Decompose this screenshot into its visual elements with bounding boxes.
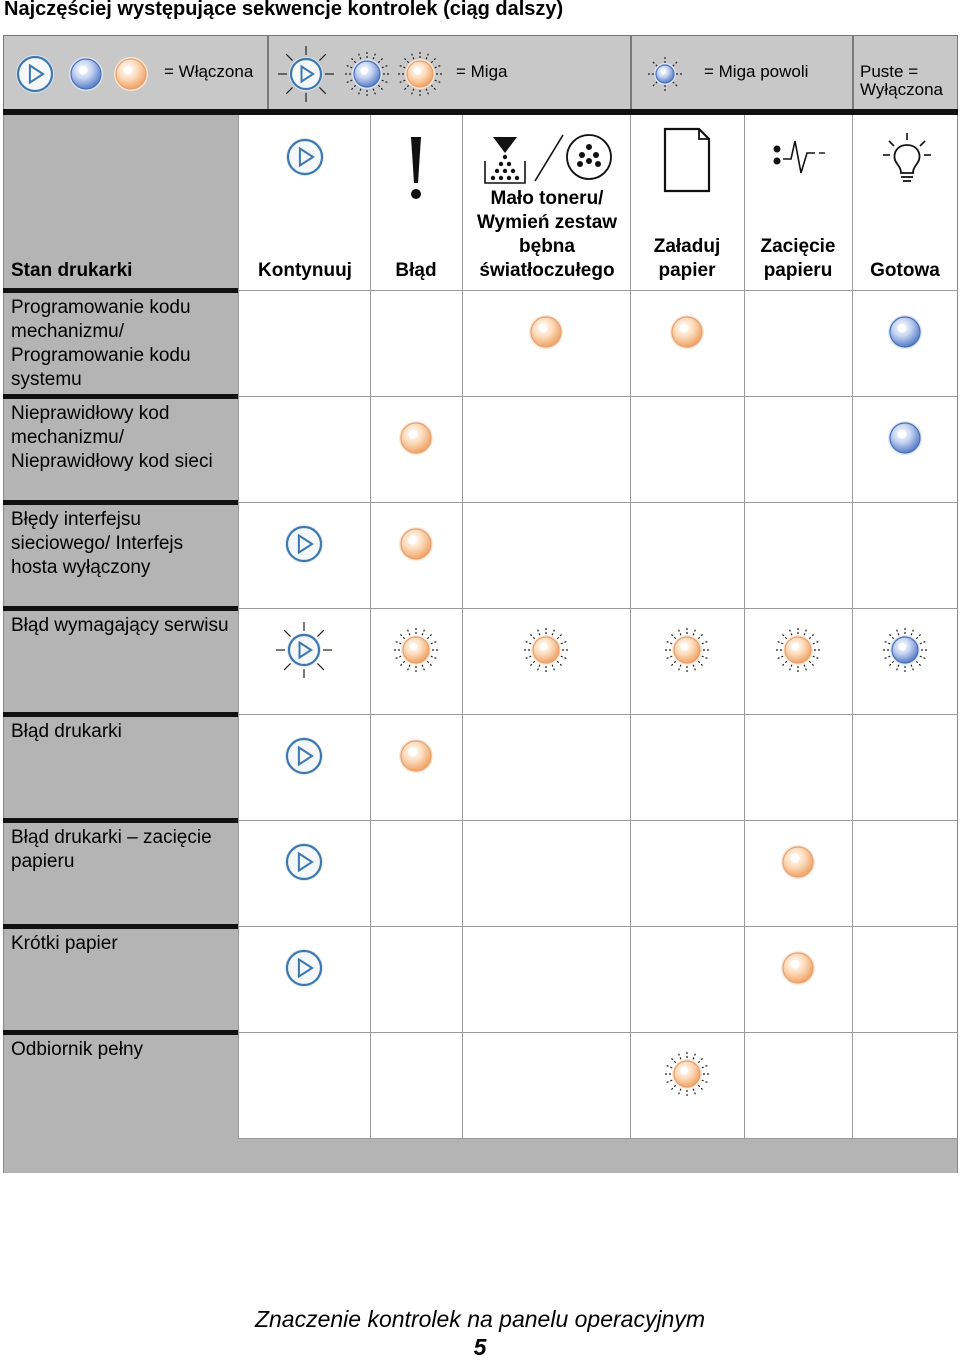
continue-light-blink-icon [274, 620, 334, 680]
legend-divider [852, 36, 854, 110]
row-label: Krótki papier [11, 933, 118, 954]
legend-divider [267, 36, 269, 110]
toner-light-blink-icon [516, 620, 576, 680]
ready-light-on-icon [875, 302, 935, 362]
column-header-toner: Mało toneru/ Wymień zestaw bębna światłoczułego [476, 188, 618, 281]
column-divider [238, 115, 239, 1139]
continue-light-on-icon [274, 938, 334, 998]
continue-light-on-icon [274, 726, 334, 786]
ready-light-blink-icon [875, 620, 935, 680]
load-paper-light-blink-icon [657, 620, 717, 680]
row-rule [3, 1030, 238, 1035]
row-divider [238, 608, 958, 609]
row-label: Błąd drukarki – zacięcie papieru [11, 827, 212, 872]
legend-blink-label: = Miga [456, 62, 508, 81]
table-bottom-band [3, 1139, 958, 1173]
row-rule [3, 818, 238, 823]
footer-page-number: 5 [473, 1334, 487, 1360]
ready-bulb-icon [879, 131, 935, 187]
continue-icon-blink [286, 54, 326, 94]
exclamation-icon [401, 133, 431, 205]
row-divider [238, 714, 958, 715]
paper-icon [661, 125, 713, 195]
blue-light-on-icon [66, 54, 106, 94]
row-label: Błędy interfejsu sieciowego/ Interfejs hosta wyłączony [11, 509, 184, 578]
legend-slow-blink-label: = Miga powoli [704, 62, 809, 81]
row-label: Programowanie kodu mechanizmu/ Programowanie kodu systemu [11, 297, 191, 390]
orange-light-blink-icon [400, 54, 440, 94]
header-row-divider [238, 290, 958, 291]
paper-jam-light-blink-icon [768, 620, 828, 680]
column-divider [744, 115, 745, 1139]
row-divider [238, 1138, 958, 1139]
continue-light-on-icon [274, 514, 334, 574]
column-header-state: Stan drukarki [11, 260, 133, 281]
legend-bar [3, 35, 958, 111]
continue-icon [283, 135, 327, 179]
table-border [3, 115, 4, 1173]
header-row-rule [3, 288, 238, 293]
row-divider [238, 396, 958, 397]
row-divider [238, 820, 958, 821]
row-rule [3, 924, 238, 929]
table-border [957, 115, 958, 1173]
continue-icon-on [15, 54, 55, 94]
column-header-ready: Gotowa [870, 260, 940, 281]
row-rule [3, 394, 238, 399]
column-header-load-paper: Załaduj papier [653, 236, 721, 281]
load-paper-light-blink-icon [657, 1044, 717, 1104]
paper-jam-light-on-icon [768, 832, 828, 892]
ready-light-on-icon [875, 408, 935, 468]
row-label: Odbiornik pełny [11, 1039, 144, 1060]
column-divider [370, 115, 371, 1139]
paper-jam-light-on-icon [768, 938, 828, 998]
orange-light-on-icon [111, 54, 151, 94]
paper-jam-icon [769, 135, 829, 179]
row-rule [3, 606, 238, 611]
legend-divider [630, 36, 632, 110]
row-label: Błąd wymagający serwisu [11, 615, 229, 636]
row-label: Błąd drukarki [11, 721, 122, 742]
column-divider [462, 115, 463, 1139]
column-header-continue: Kontynuuj [258, 260, 352, 281]
row-rule [3, 500, 238, 505]
legend-off-label: Puste = Wyłączona [860, 62, 943, 99]
error-light-on-icon [386, 726, 446, 786]
row-label: Nieprawidłowy kod mechanizmu/ Nieprawidłowy kod sieci [11, 403, 213, 472]
error-light-blink-icon [386, 620, 446, 680]
row-divider [238, 926, 958, 927]
load-paper-light-on-icon [657, 302, 717, 362]
column-header-error: Błąd [395, 260, 437, 281]
row-divider [238, 1032, 958, 1033]
column-header-paper-jam: Zacięcie papieru [760, 236, 836, 281]
column-divider [630, 115, 631, 1139]
toner-drum-icon [479, 131, 619, 187]
continue-light-on-icon [274, 832, 334, 892]
row-rule [3, 712, 238, 717]
error-light-on-icon [386, 408, 446, 468]
blue-light-slow-blink-icon [649, 58, 681, 90]
legend-on-label: = Włączona [164, 62, 254, 81]
page-title: Najczęściej występujące sekwencje kontrolek (ciąg dalszy) [4, 0, 564, 20]
status-table [3, 115, 958, 1173]
toner-light-on-icon [516, 302, 576, 362]
row-divider [238, 502, 958, 503]
error-light-on-icon [386, 514, 446, 574]
footer-section-title: Znaczenie kontrolek na panelu operacyjnym [254, 1306, 706, 1332]
blue-light-blink-icon [347, 54, 387, 94]
column-divider [852, 115, 853, 1139]
